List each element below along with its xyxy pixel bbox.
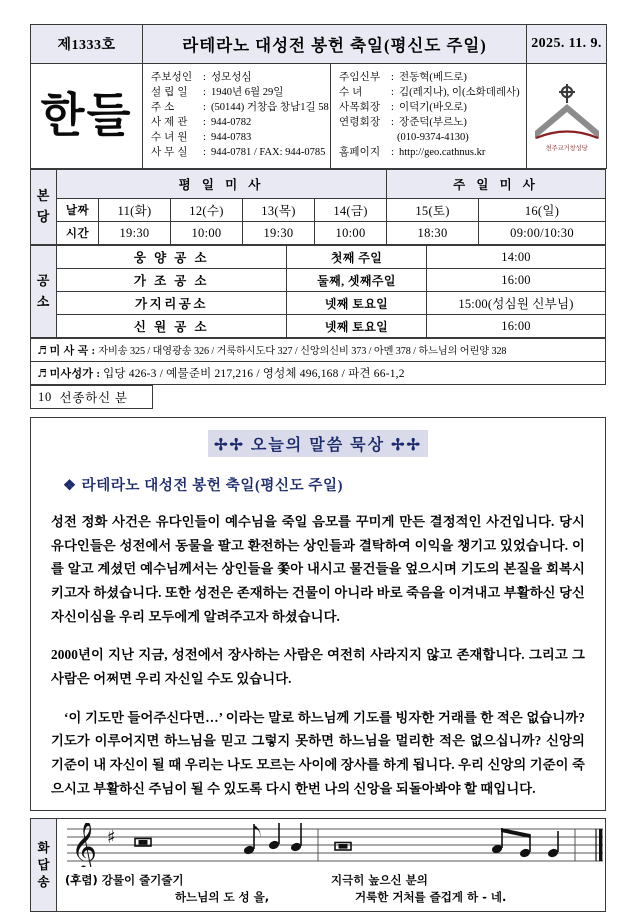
info-separator: :: [391, 87, 394, 99]
info-key: 연령회장: [339, 117, 381, 128]
side-label-char-3: 송: [37, 874, 50, 889]
info-key: 주 소: [151, 102, 175, 114]
mass-setting-label: 미 사 곡 :: [49, 345, 96, 357]
side-label-char-2: 당: [36, 209, 51, 224]
side-label-char-1: 화: [37, 840, 50, 855]
logo-text: 한들: [40, 88, 133, 143]
side-label-char-2: 소: [36, 293, 51, 309]
schedule-dates-row: [31, 199, 606, 222]
masthead-logo: [31, 64, 143, 169]
deceased-table: [30, 385, 606, 409]
station-row: [31, 246, 606, 269]
info-separator: :: [203, 131, 206, 143]
info-value: 전동혁(베드로): [399, 72, 467, 84]
date-cell: 11(화): [99, 199, 171, 222]
lyric-phrase: 하느님의 도 성 을,: [175, 890, 270, 905]
reflection-paragraph: 성전 정화 사건은 유다인들이 예수님을 죽일 음모를 꾸미게 만든 결정적인 사건입니다. 당시 유다인들은 성전에서 동물을 팔고 환전하는 상인들과 결탁하여 이익을 챙기고 있었습니다. 이를 알고 계셨던 예수님께서는 상인들을 쫓아 내시고 물건들을 엎으시며 기도의 본질을 회복시키고자 하셨습니다. 또한 성전은 존재하는 건물이 아니라 바로 죽음을 이겨내고 부활하신 당신 자신이심을 우리 모두에게 알려주고자 하셨습니다.: [51, 514, 585, 624]
row-label-date: 날짜: [57, 199, 99, 222]
sharp-key-signature-icon: ♯: [107, 827, 116, 849]
info-value: (010-9374-4130): [397, 131, 469, 143]
sunday-mass-header: 주 일 미 사: [387, 170, 606, 199]
info-row: [151, 71, 324, 86]
responsorial-row: [31, 819, 606, 912]
masthead-title-row: [31, 25, 607, 64]
music-selection-table: [30, 338, 606, 385]
time-cell: 19:30: [243, 222, 315, 245]
info-row: [151, 101, 329, 116]
station-row: [31, 315, 606, 338]
homepage-url[interactable]: http://geo.cathnus.kr: [399, 146, 486, 158]
station-chapels-table: [30, 245, 606, 338]
info-key: 홈페이지: [339, 146, 381, 158]
station-name: 신 원 공 소: [57, 315, 287, 338]
time-cell: 19:30: [99, 222, 171, 245]
info-row: [339, 146, 520, 161]
info-separator: :: [203, 87, 206, 99]
lyric-phrase: (후렴) 강물이 줄기줄기: [65, 873, 184, 888]
info-key: 사 무 실: [151, 146, 188, 158]
church-building-icon: [530, 81, 604, 147]
info-row: [151, 116, 324, 131]
info-separator: :: [203, 72, 206, 84]
masthead-info-row: [31, 64, 607, 169]
info-key: 주보성인: [151, 72, 193, 84]
info-key: 설 립 일: [151, 87, 188, 99]
station-time: 14:00: [427, 246, 606, 269]
feast-title: 라테라노 대성전 봉헌 축일(평신도 주일): [143, 25, 527, 64]
responsorial-side-label: [31, 819, 57, 912]
station-row: [31, 269, 606, 292]
reflection-subtitle: 라테라노 대성전 봉헌 축일(평신도 주일): [81, 478, 344, 494]
emblem-label: 천주교거창성당: [545, 143, 588, 152]
date-cell: 14(금): [315, 199, 387, 222]
deceased-names-blank: [153, 386, 607, 409]
date-cell: 16(일): [479, 199, 606, 222]
deceased-row: [31, 386, 607, 409]
info-value: 944-0783: [211, 131, 252, 143]
info-separator: :: [391, 117, 394, 128]
music-note-icon: ♬: [37, 344, 47, 357]
treble-clef-icon: 𝄞: [71, 823, 98, 868]
schedule-header-row: [31, 170, 606, 199]
station-when: 넷째 토요일: [287, 292, 427, 315]
info-row: [339, 71, 520, 86]
info-value: 김(레지나), 이(소화데레사): [399, 87, 520, 99]
info-value: 성모성심: [211, 72, 252, 84]
mass-setting-value: 자비송 325 / 대영광송 326 / 거룩하시도다 327 / 신앙의신비 373 / 아멘 378 / 하느님의 어린양 328: [98, 346, 507, 357]
lyric-phrase: 지극히 높으신 분의: [331, 873, 428, 888]
deceased-count: 10: [31, 386, 53, 409]
row-label-time: 시간: [57, 222, 99, 245]
mass-setting-cell: [31, 339, 606, 362]
mass-setting-row: [31, 339, 606, 362]
parish-side-label: [31, 170, 57, 245]
info-value: 이덕기(바오로): [399, 102, 467, 114]
hymn-value: 입당 426-3 / 예물준비 217,216 / 영성체 496,168 / 파견 66-1,2: [103, 368, 405, 380]
info-value: (50144) 거창읍 창남1길 58: [211, 102, 329, 114]
info-row: [339, 101, 520, 116]
date-cell: 12(수): [171, 199, 243, 222]
info-key: 주임신부: [339, 72, 381, 84]
quarter-note: [290, 823, 302, 852]
info-separator: :: [391, 102, 394, 114]
lyric-phrase: 거룩한 거처를 즐겁게 하 - 네.: [355, 890, 507, 905]
info-separator: :: [391, 146, 394, 158]
reflection-subtitle-row: [63, 474, 591, 495]
time-cell: 09:00/10:30: [479, 222, 606, 245]
hymn-label: 미사성가 :: [49, 368, 101, 380]
station-when: 첫째 주일: [287, 246, 427, 269]
issue-number: 제1333호: [31, 25, 143, 64]
info-value: 944-0782: [211, 117, 252, 128]
info-separator: :: [203, 117, 206, 128]
info-separator: :: [203, 146, 206, 158]
info-row: [151, 86, 324, 101]
beamed-eighth-notes: [491, 828, 531, 858]
station-name: 가 조 공 소: [57, 269, 287, 292]
station-name: 가지리공소: [57, 292, 287, 315]
info-row: [151, 146, 324, 161]
station-row: [31, 292, 606, 315]
reflection-title-wrap: [45, 430, 591, 457]
info-key: 사 제 관: [151, 117, 188, 128]
responsorial-psalm-table: [30, 818, 606, 912]
info-row: [151, 131, 324, 146]
parish-info-left: [143, 64, 331, 169]
hymn-cell: [31, 362, 606, 385]
weekday-mass-header: 평 일 미 사: [57, 170, 387, 199]
date-cell: 15(토): [387, 199, 479, 222]
side-label-char-1: 본: [36, 188, 51, 204]
masthead-table: [30, 24, 607, 169]
station-when: 둘째, 셋째주일: [287, 269, 427, 292]
info-value: 장준덕(부르노): [399, 117, 467, 128]
info-separator: :: [391, 72, 394, 84]
time-cell: 18:30: [387, 222, 479, 245]
music-note-icon: ♬: [37, 367, 47, 380]
station-side-label: [31, 246, 57, 338]
station-when: 넷째 토요일: [287, 315, 427, 338]
info-row: [339, 86, 520, 101]
time-cell: 10:00: [315, 222, 387, 245]
deceased-label: 선종하신 분: [53, 386, 153, 409]
info-value: 944-0781 / FAX: 944-0785: [211, 146, 326, 158]
reflection-title: ✢✢ 오늘의 말씀 묵상 ✢✢: [208, 430, 428, 457]
schedule-times-row: [31, 222, 606, 245]
lyrics-block: [63, 872, 599, 906]
reflection-paragraph: ‘이 기도만 들어주신다면…’ 이라는 말로 하느님께 기도를 빙자한 거래를 한 적은 없습니까? 기도가 이루어지면 하느님을 믿고 그렇지 못하면 하느님을 멀리한 적은 없으십니까? 신앙의 기준이 내 자신이 될 때 우리는 나도 모르는 사이에 장사를 하게 됩니다. 우리 신앙의 기준이 죽으시고 부활하신 주님이 될 수 있도록 다시 한번 나의 신앙을 되돌아봐야 할 때입니다.: [51, 709, 585, 796]
reflection-paragraph: 2000년이 지난 지금, 성전에서 장사하는 사람은 여전히 사라지지 않고 존재합니다. 그리고 그 사람은 어쩌면 우리 자신일 수도 있습니다.: [51, 647, 585, 686]
station-time: 16:00: [427, 269, 606, 292]
station-time: 16:00: [427, 315, 606, 338]
info-row: [339, 131, 520, 146]
station-name: 웅 양 공 소: [57, 246, 287, 269]
church-emblem: [527, 64, 607, 169]
hymn-row: [31, 362, 606, 385]
music-staff-notation: [63, 823, 609, 867]
parish-mass-schedule-table: [30, 169, 606, 245]
time-cell: 10:00: [171, 222, 243, 245]
final-barline: [599, 829, 602, 861]
info-key: 수 녀: [339, 87, 363, 99]
info-key: 수 녀 원: [151, 131, 188, 143]
info-value: 1940년 6월 29일: [211, 87, 284, 99]
info-row: [339, 116, 520, 131]
side-label-char-2: 답: [37, 857, 50, 872]
station-time: 15:00(성심원 신부님): [427, 292, 606, 315]
breve-note: [335, 843, 351, 851]
side-label-char-1: 공: [36, 272, 51, 288]
clover-bullet-icon: ❖: [63, 478, 77, 494]
reflection-panel: [30, 417, 606, 811]
parish-info-right: [331, 64, 527, 169]
date-cell: 13(목): [243, 199, 315, 222]
music-staff-cell: [57, 819, 606, 912]
info-separator: :: [203, 102, 206, 114]
info-key: 사목회장: [339, 102, 381, 114]
bulletin-date: 2025. 11. 9.: [527, 25, 607, 64]
